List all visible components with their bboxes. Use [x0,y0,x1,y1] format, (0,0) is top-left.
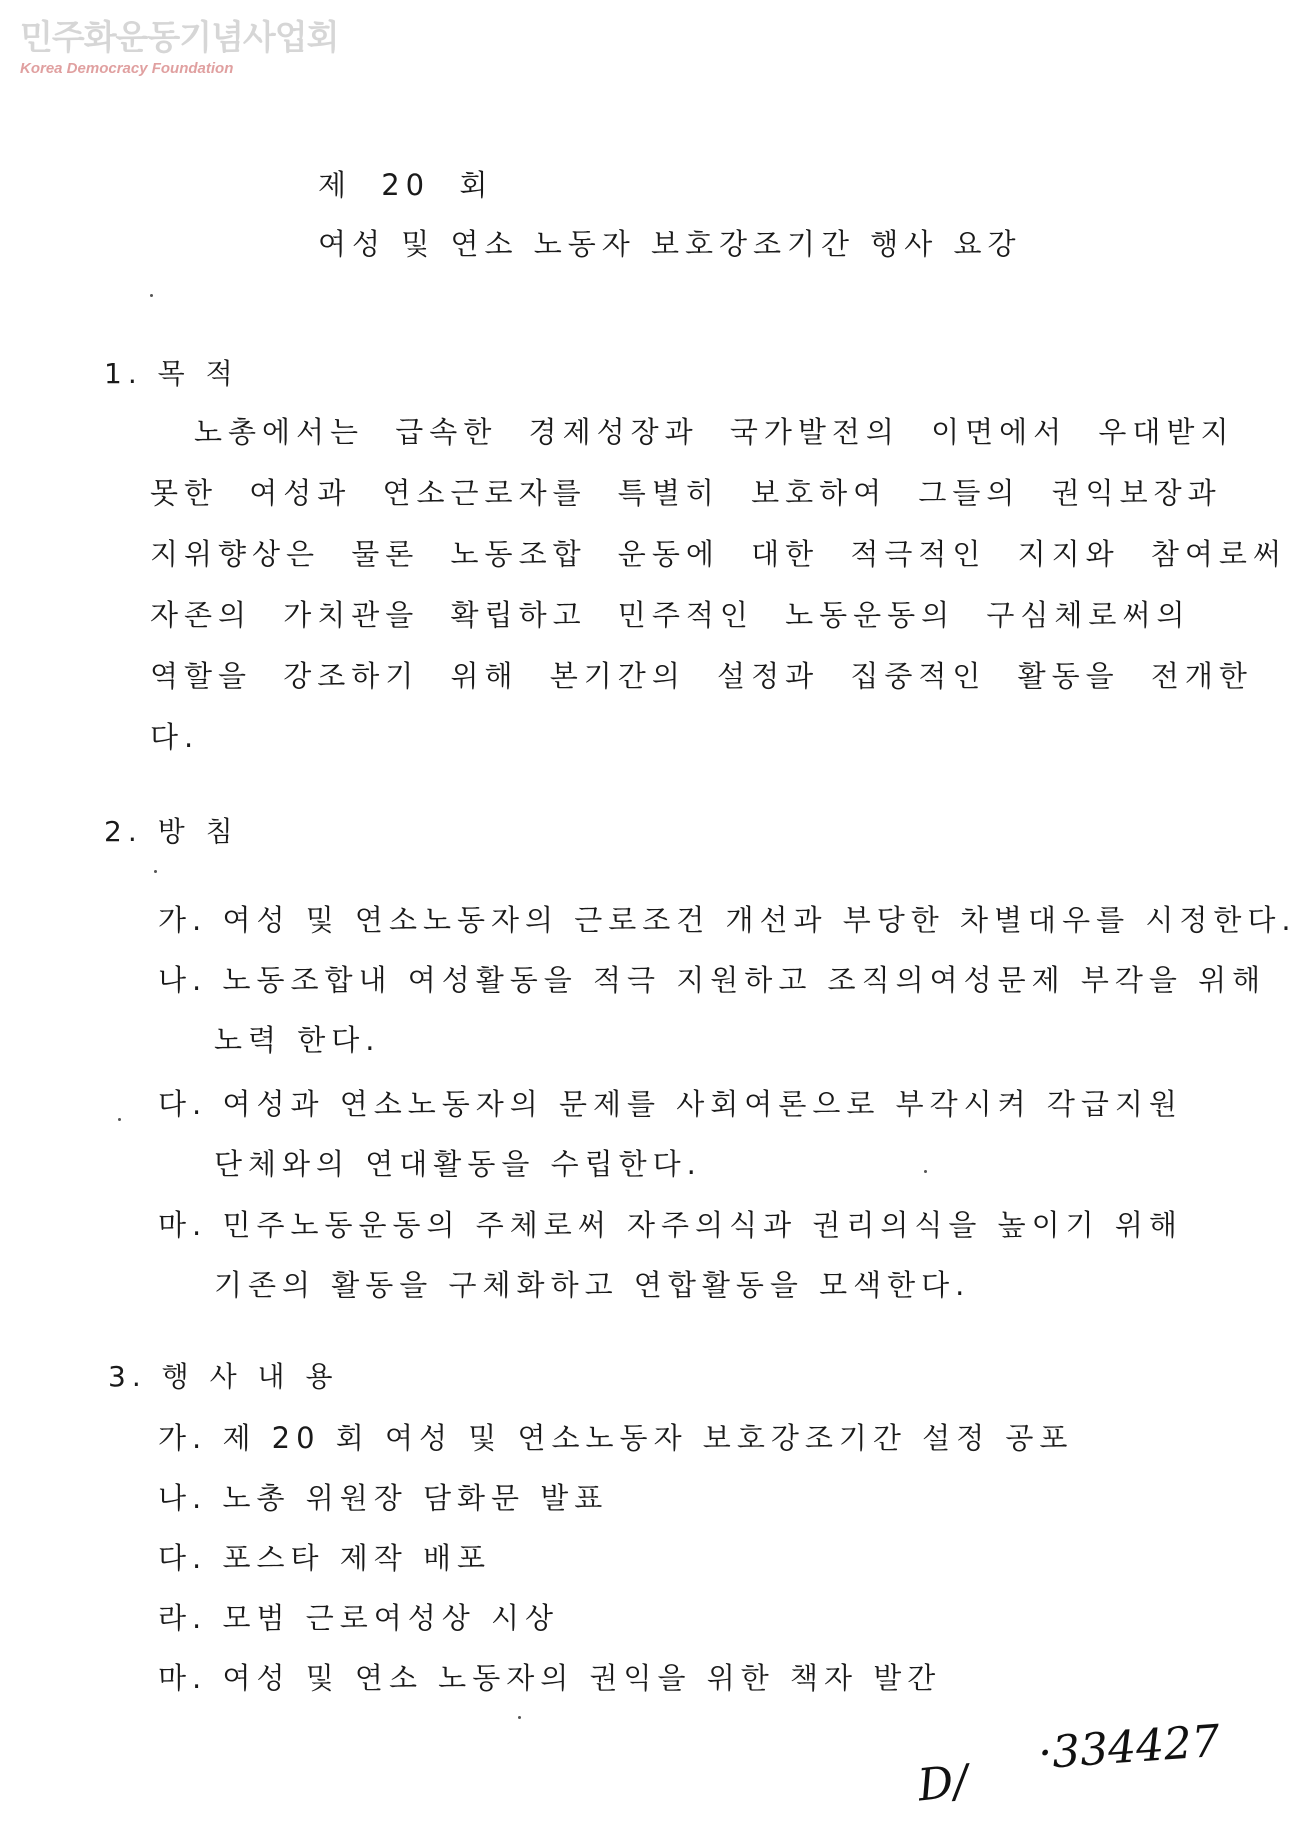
item-text: 여성 및 연소 노동자의 권익을 위한 책자 발간 [222,1661,942,1695]
speck [154,870,157,873]
item-label: 마. [158,1661,208,1695]
section3-heading: 3. 행 사 내 용 [108,1360,339,1393]
section1-heading: 1. 목 적 [104,357,239,390]
section1-line: 자존의 가치관을 확립하고 민주적인 노동운동의 구심체로써의 [150,598,1191,632]
watermark-korean-name: 민주화운동기념사업회 [20,18,339,58]
item-label: 나. [158,1481,208,1515]
item-text: 제 20 회 여성 및 연소노동자 보호강조기간 설정 공포 [222,1421,1074,1455]
item-text: 민주노동운동의 주체로써 자주의식과 권리의식을 높이기 위해 [222,1208,1183,1242]
item-text: 모범 근로여성상 시상 [222,1601,560,1635]
section2-item-continuation: 노력 한다. [214,1023,381,1057]
document-title-line2: 여성 및 연소 노동자 보호강조기간 행사 요강 [318,227,1022,261]
item-label: 다. [158,1541,208,1575]
item-label: 가. [158,1421,208,1455]
handwritten-mark: D/ [915,1755,971,1812]
section3-item [158,1596,559,1637]
section3-item [158,1656,941,1697]
item-text: 노동조합내 여성활동을 적극 지원하고 조직의여성문제 부각을 위해 [222,963,1267,997]
section1-line: 다. [150,720,200,754]
item-text: 노총 위원장 담화문 발표 [222,1481,609,1515]
foundation-watermark [20,18,338,78]
speck [518,1716,521,1719]
item-text: 여성과 연소노동자의 문제를 사회여론으로 부각시켜 각급지원 [222,1087,1183,1121]
document-title-line1: 제 20 회 [318,168,494,202]
section1-line: 못한 여성과 연소근로자를 특별히 보호하여 그들의 권익보장과 [150,476,1222,510]
section3-item [158,1416,1073,1457]
section2-item [158,1203,1183,1244]
section2-item [158,958,1266,999]
section2-heading: 2. 방 침 [104,815,239,848]
section3-item [158,1476,608,1517]
section2-item [158,898,1297,939]
section1-line: 역할을 강조하기 위해 본기간의 설정과 집중적인 활동을 전개한 [150,659,1253,693]
section2-item-continuation: 기존의 활동을 구체화하고 연합활동을 모색한다. [214,1268,971,1302]
speck [118,1118,121,1121]
item-label: 라. [158,1601,208,1635]
item-label: 가. [158,903,208,937]
watermark-english-name: Korea Democracy Foundation [20,60,234,77]
item-label: 다. [158,1087,208,1121]
section2-item-continuation: 단체와의 연대활동을 수립한다. [214,1147,702,1181]
speck [924,1170,927,1173]
item-text: 여성 및 연소노동자의 근로조건 개선과 부당한 차별대우를 시정한다. [222,903,1297,937]
section2-item [158,1082,1183,1123]
item-label: 나. [158,963,208,997]
speck [150,294,153,297]
handwritten-document-number: ·334427 [1036,1715,1222,1780]
section1-line: 지위향상은 물론 노동조합 운동에 대한 적극적인 지지와 참여로써 [150,537,1287,571]
section1-line: 노총에서는 급속한 경제성장과 국가발전의 이면에서 우대받지 [194,415,1235,449]
section3-item [158,1536,491,1577]
item-label: 마. [158,1208,208,1242]
item-text: 포스타 제작 배포 [222,1541,491,1575]
